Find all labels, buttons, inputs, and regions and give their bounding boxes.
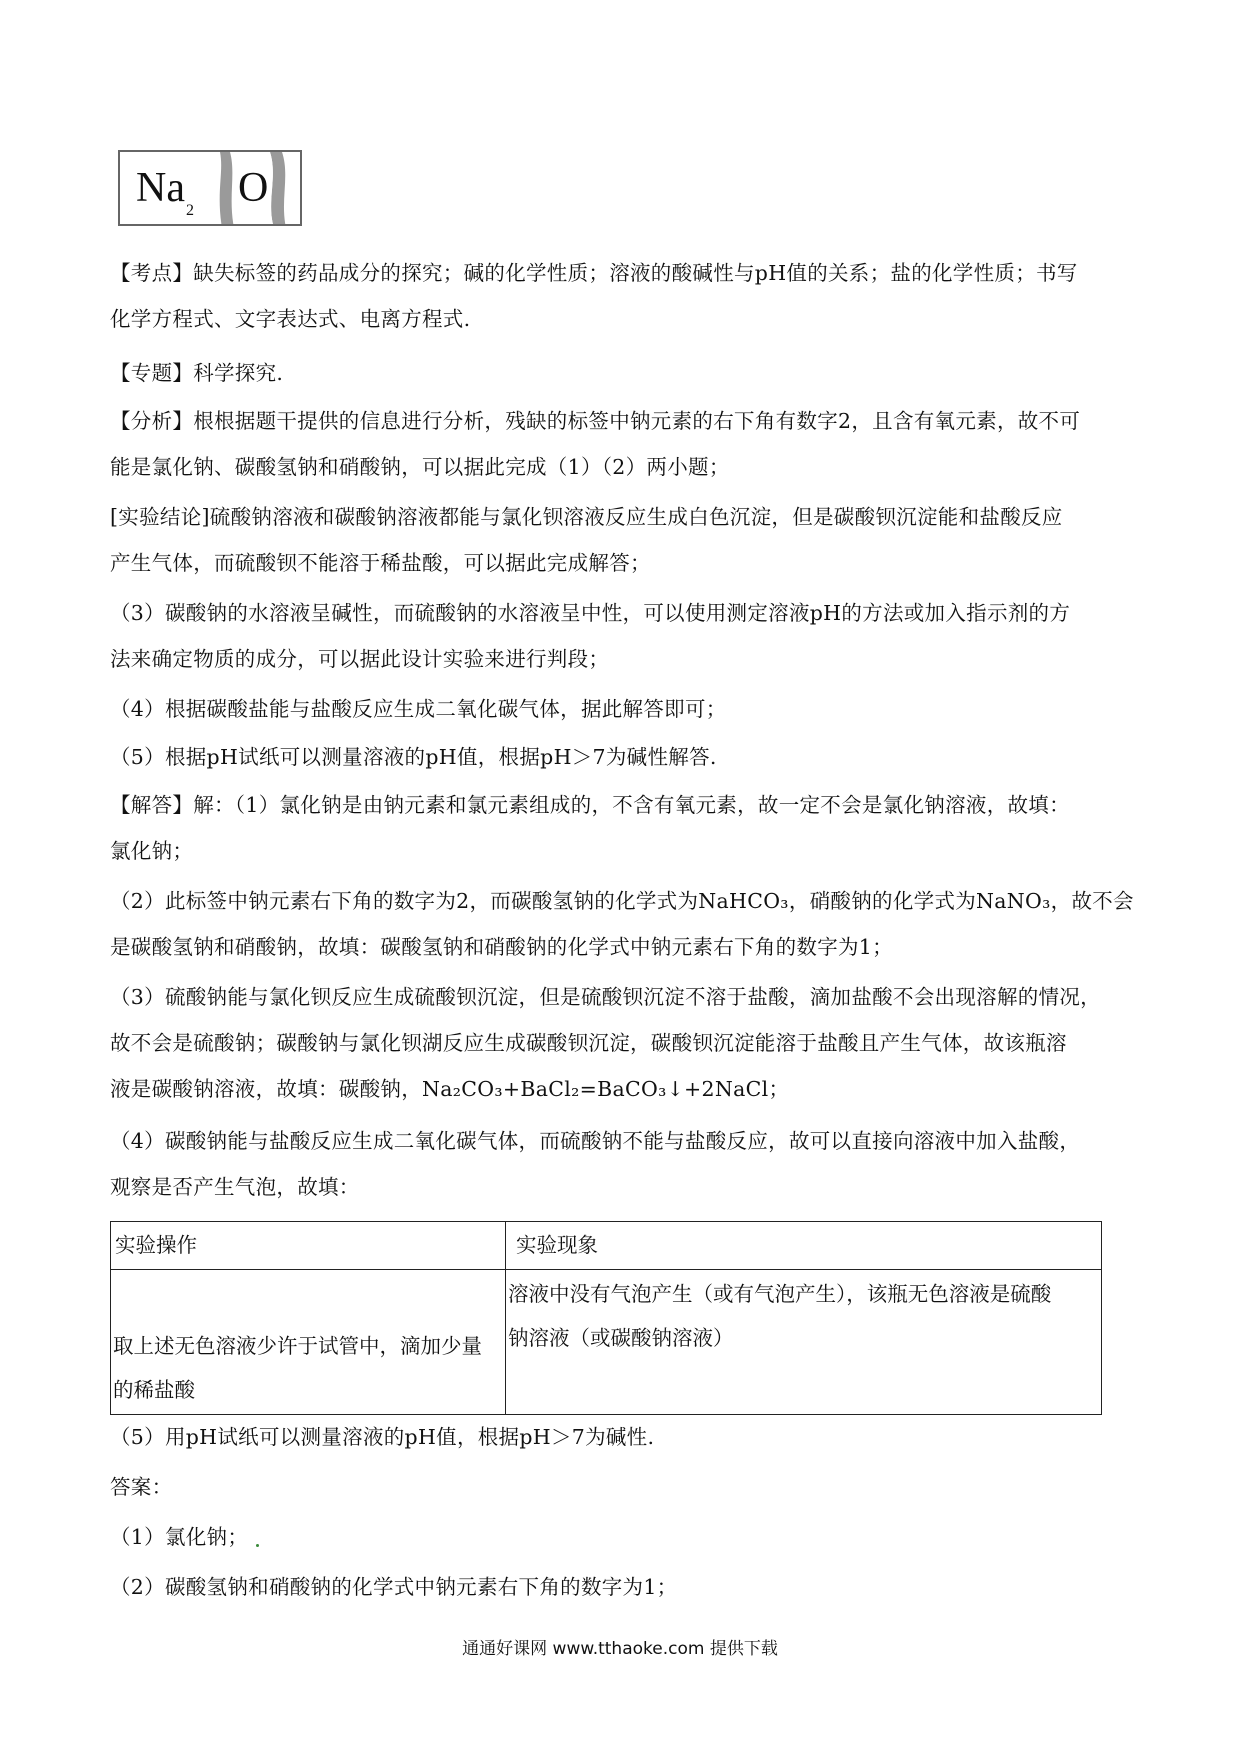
answer-4-line-2: 观察是否产生气泡，故填： [110, 1175, 360, 1199]
operation-line-2: 的稀盐酸 [113, 1378, 195, 1402]
final-answer-2-line: （2）碳酸氢钠和硝酸钠的化学式中钠元素右下角的数字为1； [110, 1575, 678, 1599]
torn-label-image [118, 150, 302, 226]
table-header-row [111, 1222, 1102, 1270]
answer-3-paragraph [110, 974, 1130, 1112]
phenomenon-line-2: 钠溶液（或碳酸钠溶液） [508, 1326, 734, 1350]
phenomenon-line-1: 溶液中没有气泡产生（或有气泡产生），该瓶无色溶液是硫酸 [508, 1282, 1052, 1306]
analysis-3-line-2: 法来确定物质的成分，可以据此设计实验来进行判段； [110, 647, 610, 671]
answer-5-paragraph [110, 1414, 1130, 1460]
zhuanti-line: 【专题】科学探究. [110, 361, 284, 385]
answer-5-line: （5）用pH试纸可以测量溶液的pH值，根据pH＞7为碱性. [110, 1425, 655, 1449]
answer-1-line-2: 氯化钠； [110, 839, 194, 863]
label-sodium-symbol: $Na_2$ [136, 165, 194, 219]
experiment-conclusion-paragraph [110, 494, 1130, 586]
experiment-table [110, 1221, 1102, 1415]
answer-3-line-3: 液是碳酸钠溶液，故填：碳酸钠，Na₂CO₃+BaCl₂=BaCO₃↓+2NaCl； [110, 1077, 790, 1101]
analysis-4-paragraph [110, 686, 1130, 732]
answer-3-line-1: （3）硫酸钠能与氯化钡反应生成硫酸钡沉淀，但是硫酸钡沉淀不溶于盐酸，滴加盐酸不会出现溶解的情况， [110, 985, 1101, 1009]
stray-mark [256, 1544, 259, 1547]
final-answer-heading [110, 1464, 1130, 1510]
analysis-5-paragraph [110, 734, 1130, 780]
kaodian-paragraph [110, 250, 1130, 342]
table-header-phenomenon: 实验现象 [506, 1222, 1102, 1270]
conclusion-line-2: 产生气体，而硫酸钡不能溶于稀盐酸，可以据此完成解答； [110, 551, 651, 575]
answer-2-line-2: 是碳酸氢钠和硝酸钠，故填：碳酸氢钠和硝酸钠的化学式中钠元素右下角的数字为1； [110, 935, 893, 959]
answer-1-line-1: 【解答】解：（1）氯化钠是由钠元素和氯元素组成的，不含有氧元素，故一定不会是氯化钠溶液，故填： [110, 793, 1070, 817]
kaodian-line-1: 【考点】缺失标签的药品成分的探究；碱的化学性质；溶液的酸碱性与pH值的关系；盐的化学性质；书写 [110, 261, 1078, 285]
answer-3-line-2: 故不会是硫酸钠；碳酸钠与氯化钡湖反应生成碳酸钡沉淀，碳酸钡沉淀能溶于盐酸且产生气体，故该瓶溶 [110, 1031, 1067, 1055]
final-answer-1-line: （1）氯化钠； [110, 1525, 249, 1549]
fenxi-line-1: 【分析】根根据题干提供的信息进行分析，残缺的标签中钠元素的右下角有数字2，且含有氧元素，故不可 [110, 409, 1081, 433]
answer-1-paragraph [110, 782, 1130, 874]
answer-2-paragraph [110, 878, 1134, 970]
fenxi-line-2: 能是氯化钠、碳酸氢钠和硝酸钠，可以据此完成（1）（2）两小题； [110, 455, 730, 479]
label-oxygen-symbol: O [238, 165, 269, 211]
final-answer-2 [110, 1564, 1130, 1610]
fenxi-paragraph [110, 398, 1130, 490]
answer-2-line-1: （2）此标签中钠元素右下角的数字为2，而碳酸氢钠的化学式为NaHCO₃，硝酸钠的化学式为NaNO₃，故不会 [110, 889, 1134, 913]
answer-4-paragraph [110, 1118, 1130, 1210]
kaodian-line-2: 化学方程式、文字表达式、电离方程式. [110, 307, 471, 331]
final-answer-1 [110, 1514, 1130, 1560]
page-footer: 通通好课网 www.tthaoke.com 提供下载 [462, 1639, 778, 1659]
analysis-3-paragraph [110, 590, 1130, 682]
zhuanti-paragraph [110, 350, 1130, 396]
analysis-4-line: （4）根据碳酸盐能与盐酸反应生成二氧化碳气体，据此解答即可； [110, 697, 727, 721]
analysis-5-line: （5）根据pH试纸可以测量溶液的pH值，根据pH＞7为碱性解答. [110, 745, 717, 769]
table-row [111, 1270, 1102, 1415]
operation-line-1: 取上述无色溶液少许于试管中，滴加少量 [113, 1334, 482, 1358]
table-cell-operation [111, 1270, 506, 1415]
table-cell-phenomenon [506, 1270, 1102, 1415]
final-answer-label: 答案： [110, 1475, 173, 1499]
table-header-operation: 实验操作 [111, 1222, 506, 1270]
analysis-3-line-1: （3）碳酸钠的水溶液呈碱性，而硫酸钠的水溶液呈中性，可以使用测定溶液pH的方法或加入指示剂的方 [110, 601, 1071, 625]
conclusion-line-1: [实验结论]硫酸钠溶液和碳酸钠溶液都能与氯化钡溶液反应生成白色沉淀，但是碳酸钡沉淀能和盐酸反应 [110, 505, 1063, 529]
answer-4-line-1: （4）碳酸钠能与盐酸反应生成二氧化碳气体，而硫酸钠不能与盐酸反应，故可以直接向溶液中加入盐酸， [110, 1129, 1081, 1153]
